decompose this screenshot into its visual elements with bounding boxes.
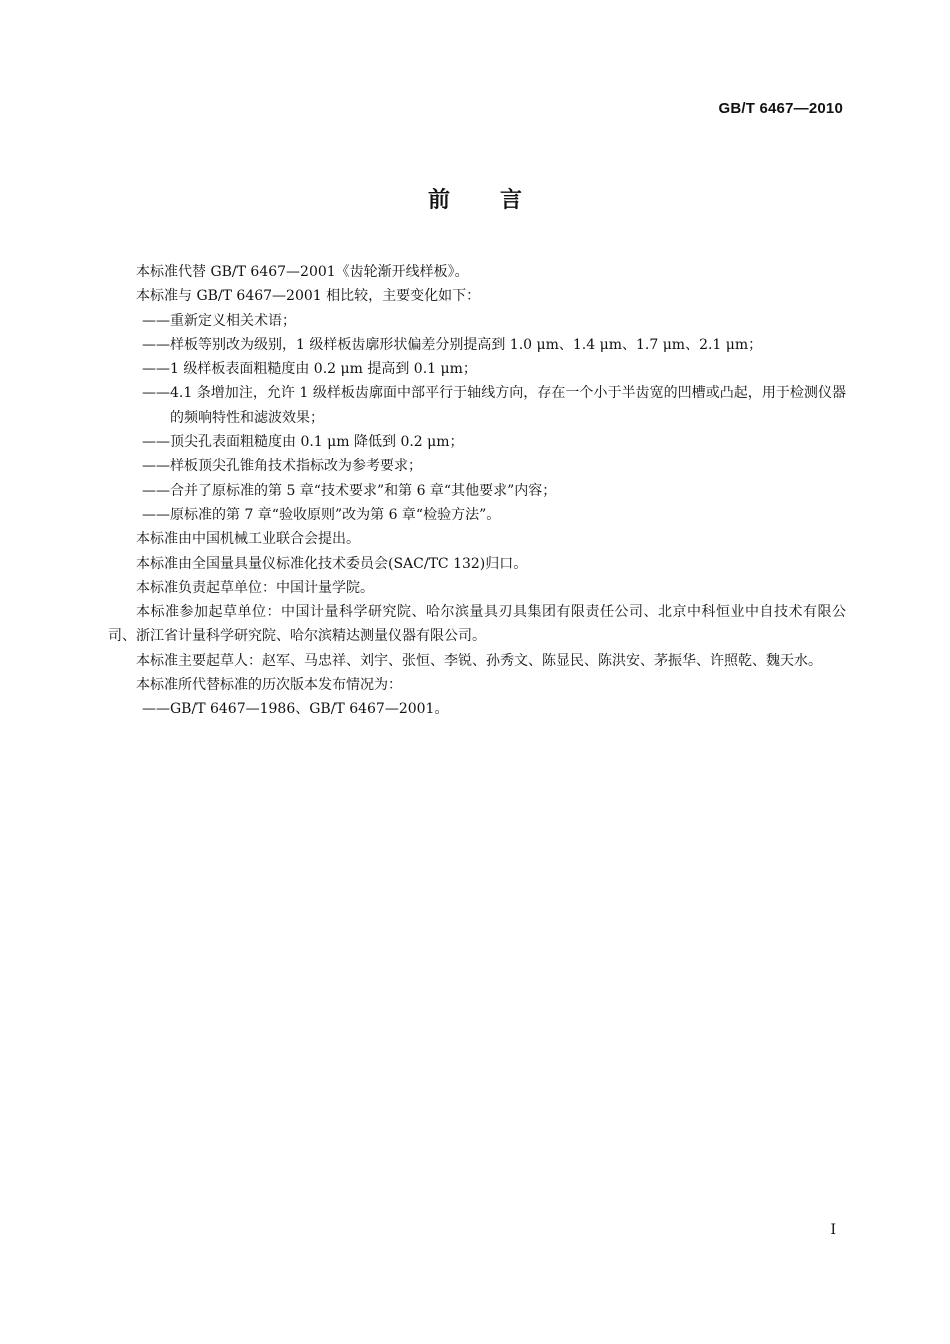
paragraph: 本标准参加起草单位：中国计量科学研究院、哈尔滨量具刃具集团有限责任公司、北京中科恒业中自技术有限公司、浙江省计量科学研究院、哈尔滨精达测量仪器有限公司。 bbox=[108, 604, 846, 645]
body-text bbox=[108, 260, 846, 722]
list-item: ——原标准的第 7 章“验收原则”改为第 6 章“检验方法”。 bbox=[142, 506, 501, 523]
paragraph: 本标准由中国机械工业联合会提出。 bbox=[136, 531, 360, 548]
list-item: ——样板等别改为级别，1 级样板齿廓形状偏差分别提高到 1.0 μm、1.4 μm、1.7 μm、2.1 μm； bbox=[142, 336, 763, 353]
paragraph: 本标准与 GB/T 6467—2001 相比较，主要变化如下： bbox=[136, 288, 481, 305]
paragraph: 本标准代替 GB/T 6467—2001《齿轮渐开线样板》。 bbox=[136, 264, 469, 280]
standard-code: GB/T 6467—2010 bbox=[718, 100, 843, 117]
paragraph: 本标准由全国量具量仪标准化技术委员会(SAC/TC 132)归口。 bbox=[136, 555, 528, 572]
list-item: ——合并了原标准的第 5 章“技术要求”和第 6 章“其他要求”内容； bbox=[142, 482, 557, 499]
paragraph: 本标准主要起草人：赵军、马忠祥、刘宇、张恒、李锐、孙秀文、陈显民、陈洪安、茅振华、许照乾、魏天水。 bbox=[136, 652, 822, 669]
list-item: ——重新定义相关术语； bbox=[142, 312, 296, 329]
list-item: ——1 级样板表面粗糙度由 0.2 μm 提高到 0.1 μm； bbox=[142, 361, 477, 378]
list-item: ——样板顶尖孔锥角技术指标改为参考要求； bbox=[142, 458, 422, 475]
page-title: 前言 bbox=[427, 188, 572, 213]
list-item: ——4.1 条增加注，允许 1 级样板齿廓面中部平行于轴线方向，存在一个小于半齿宽的凹槽或凸起，用于检测仪器的频响特性和滤波效果； bbox=[142, 385, 846, 426]
page-number: I bbox=[830, 1222, 836, 1238]
paragraph: 本标准负责起草单位：中国计量学院。 bbox=[136, 579, 374, 596]
list-item: ——GB/T 6467—1986、GB/T 6467—2001。 bbox=[142, 701, 449, 718]
paragraph: 本标准所代替标准的历次版本发布情况为： bbox=[136, 677, 402, 694]
list-item: ——顶尖孔表面粗糙度由 0.1 μm 降低到 0.2 μm； bbox=[142, 434, 464, 451]
